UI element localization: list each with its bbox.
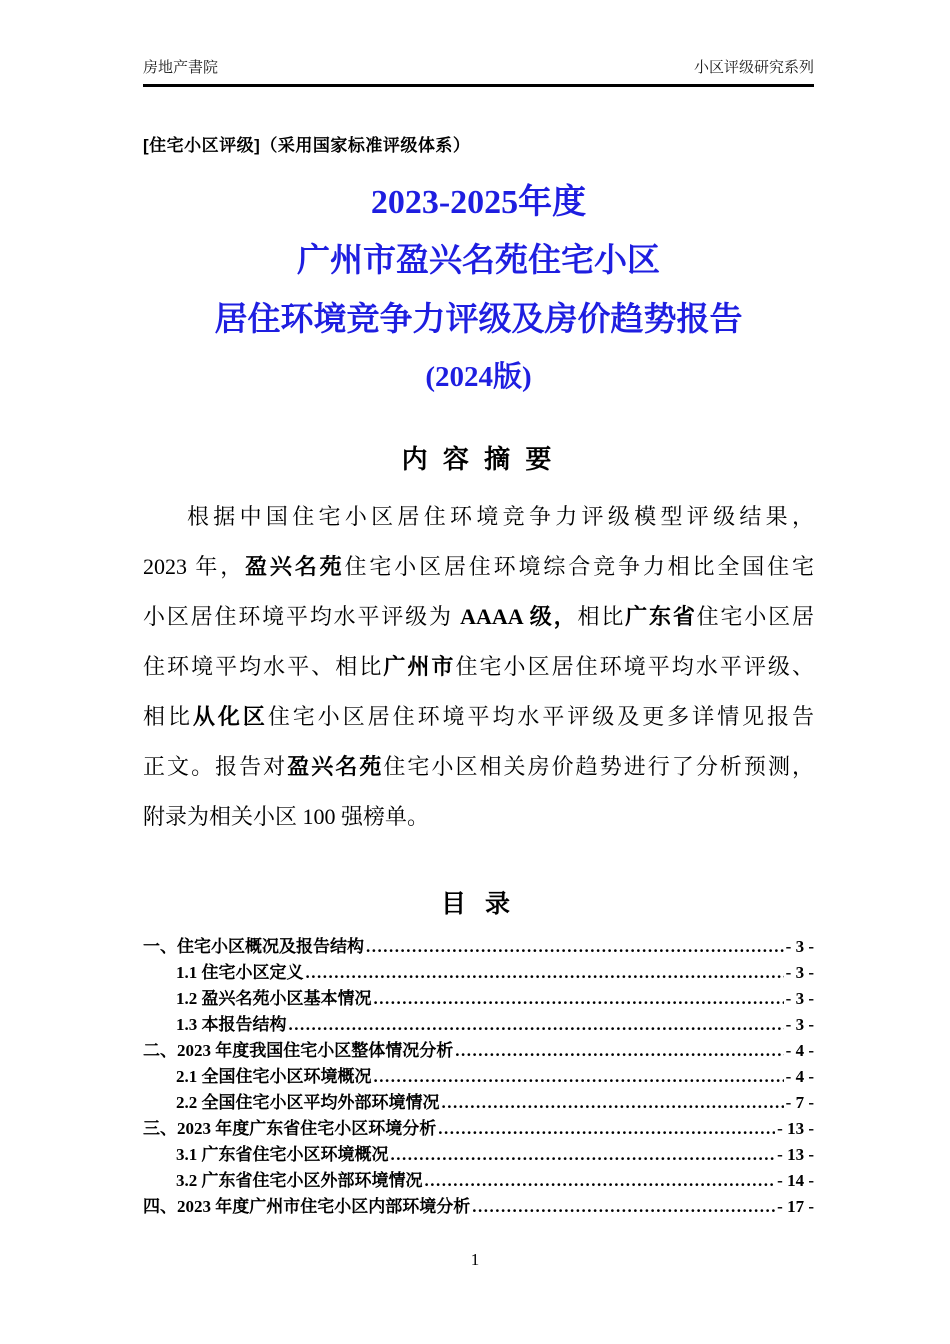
abstract-segment: 住宅小区居住环境平均水平评级、 <box>455 654 814 680</box>
toc-item-label: 1.2 盈兴名苑小区基本情况 <box>176 989 372 1009</box>
abstract-paragraph <box>143 492 814 842</box>
toc-heading: 目 录 <box>441 890 516 919</box>
rating-system-note: [住宅小区评级]（采用国家标准评级体系） <box>143 136 471 155</box>
toc-item[interactable] <box>143 986 814 1012</box>
abstract-segment: 相比 <box>577 604 626 630</box>
toc-item-label: 3.2 广东省住宅小区外部环境情况 <box>176 1171 423 1191</box>
toc-item-label: 2.2 全国住宅小区平均外部环境情况 <box>176 1093 440 1113</box>
report-title-line-edition: (2024版) <box>425 360 532 393</box>
abstract-segment: 2023 年， <box>143 554 246 580</box>
abstract-segment: 正文。报告对 <box>143 754 288 780</box>
abstract-bold-segment: 盈兴名苑 <box>245 554 345 580</box>
toc-item[interactable] <box>143 1142 814 1168</box>
toc-item[interactable] <box>143 1064 814 1090</box>
report-title-line-years: 2023-2025年度 <box>370 184 587 221</box>
abstract-segment: 小区居住环境平均水平评级为 <box>143 604 461 630</box>
toc-dot-leader <box>455 1038 783 1064</box>
abstract-line <box>143 742 814 792</box>
toc-item-page: - 4 - <box>785 1041 814 1061</box>
abstract-segment: 住宅小区居 <box>696 604 814 630</box>
toc-item[interactable] <box>143 1038 814 1064</box>
abstract-line <box>143 642 814 692</box>
toc-item[interactable] <box>143 1090 814 1116</box>
toc-item-label: 一、住宅小区概况及报告结构 <box>143 937 364 957</box>
abstract-bold-segment: 从化区 <box>192 704 268 730</box>
header-left-text: 房地产書院 <box>143 59 219 76</box>
toc-item-page: - 3 - <box>785 1015 814 1035</box>
toc-item-page: - 4 - <box>785 1067 814 1087</box>
toc-item[interactable] <box>143 960 814 986</box>
toc-dot-leader <box>438 1116 775 1142</box>
abstract-segment: 住宅小区居住环境综合竞争力相比全国住宅 <box>344 554 814 580</box>
toc-dot-leader <box>306 960 784 986</box>
toc-dot-leader <box>425 1168 776 1194</box>
abstract-bold-segment: 广州市 <box>383 654 456 680</box>
toc-dot-leader <box>366 934 784 960</box>
toc-item-page: - 3 - <box>785 937 814 957</box>
abstract-heading: 内 容 摘 要 <box>401 444 556 475</box>
toc-item-label: 1.3 本报告结构 <box>176 1015 287 1035</box>
abstract-line <box>143 542 814 592</box>
toc-item[interactable] <box>143 934 814 960</box>
abstract-line <box>143 592 814 642</box>
toc-item-page: - 17 - <box>777 1197 814 1217</box>
toc-item-page: - 3 - <box>785 989 814 1009</box>
toc-item[interactable] <box>143 1168 814 1194</box>
abstract-segment: 根据中国住宅小区居住环境竞争力评级模型评级结果， <box>187 504 814 530</box>
toc-dot-leader <box>289 1012 784 1038</box>
toc-dot-leader <box>472 1194 775 1220</box>
abstract-line <box>143 792 814 842</box>
toc-item-page: - 7 - <box>785 1093 814 1113</box>
page-header <box>143 56 814 87</box>
toc-dot-leader <box>442 1090 784 1116</box>
abstract-segment: 住宅小区相关房价趋势进行了分析预测， <box>383 754 814 780</box>
abstract-segment: 住环境平均水平、相比 <box>143 654 384 680</box>
abstract-line <box>143 692 814 742</box>
toc-item[interactable] <box>143 1012 814 1038</box>
report-title-line-subject: 居住环境竞争力评级及房价趋势报告 <box>214 301 743 338</box>
report-title-line-community: 广州市盈兴名苑住宅小区 <box>297 243 660 280</box>
toc-item-page: - 3 - <box>785 963 814 983</box>
abstract-bold-segment: 广东省 <box>625 604 697 630</box>
toc-item[interactable] <box>143 1194 814 1220</box>
report-title-block <box>143 182 814 395</box>
abstract-segment: 相比 <box>143 704 193 730</box>
toc-dot-leader <box>391 1142 776 1168</box>
toc-item-label: 三、2023 年度广东省住宅小区环境分析 <box>143 1119 437 1139</box>
toc-item-label: 3.1 广东省住宅小区环境概况 <box>176 1145 389 1165</box>
toc-item-label: 二、2023 年度我国住宅小区整体情况分析 <box>143 1041 454 1061</box>
abstract-segment: 住宅小区居住环境平均水平评级及更多详情见报告 <box>267 704 814 730</box>
abstract-bold-segment: 盈兴名苑 <box>287 754 384 780</box>
toc-dot-leader <box>374 986 784 1012</box>
toc-item-page: - 13 - <box>777 1119 814 1139</box>
toc-item-label: 2.1 全国住宅小区环境概况 <box>176 1067 372 1087</box>
toc-item[interactable] <box>143 1116 814 1142</box>
abstract-line <box>143 492 814 542</box>
abstract-segment: 附录为相关小区 100 强榜单。 <box>143 804 430 830</box>
toc-item-label: 1.1 住宅小区定义 <box>176 963 304 983</box>
toc-dot-leader <box>374 1064 784 1090</box>
abstract-bold-segment: AAAA 级， <box>460 604 578 630</box>
page-number: 1 <box>470 1250 480 1269</box>
toc-item-page: - 14 - <box>777 1171 814 1191</box>
toc-list <box>143 934 814 1220</box>
header-right-text: 小区评级研究系列 <box>693 59 814 76</box>
toc-item-page: - 13 - <box>777 1145 814 1165</box>
toc-item-label: 四、2023 年度广州市住宅小区内部环境分析 <box>143 1197 471 1217</box>
